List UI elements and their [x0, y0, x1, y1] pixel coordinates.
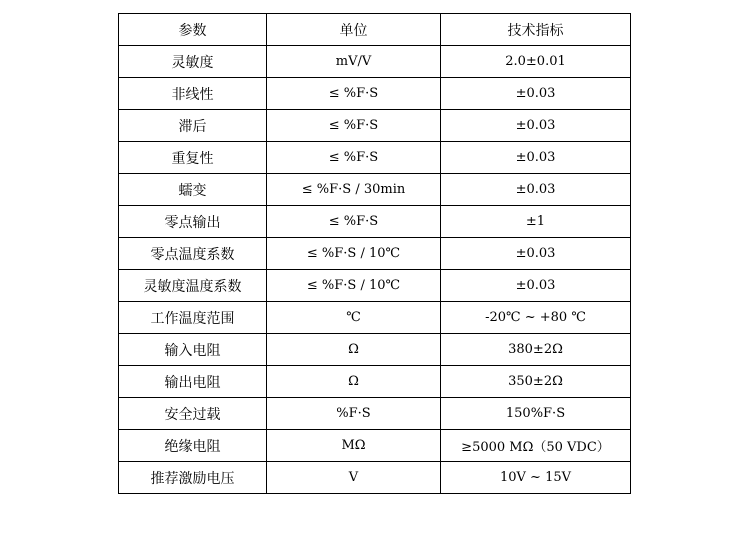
table-row [119, 174, 631, 206]
table-row [119, 206, 631, 238]
unit-cell: ≤ %F·S [267, 110, 441, 142]
param-cell: 重复性 [119, 142, 267, 174]
table-header-row [119, 14, 631, 46]
table-row [119, 78, 631, 110]
param-cell: 工作温度范围 [119, 302, 267, 334]
param-cell: 非线性 [119, 78, 267, 110]
param-cell: 输出电阻 [119, 366, 267, 398]
unit-cell: mV/V [267, 46, 441, 78]
header-unit: 单位 [267, 14, 441, 46]
unit-cell: ≤ %F·S / 10℃ [267, 270, 441, 302]
unit-cell: ≤ %F·S / 10℃ [267, 238, 441, 270]
spec-cell: ±0.03 [441, 78, 631, 110]
unit-cell: Ω [267, 334, 441, 366]
spec-cell: ≥5000 MΩ（50 VDC） [441, 430, 631, 462]
spec-cell: 10V ~ 15V [441, 462, 631, 494]
unit-cell: MΩ [267, 430, 441, 462]
table-row [119, 302, 631, 334]
unit-cell: ≤ %F·S [267, 142, 441, 174]
table-row [119, 238, 631, 270]
spec-table [118, 13, 631, 494]
spec-cell: 2.0±0.01 [441, 46, 631, 78]
table-row [119, 334, 631, 366]
spec-cell: ±0.03 [441, 174, 631, 206]
spec-cell: 350±2Ω [441, 366, 631, 398]
table-row [119, 462, 631, 494]
spec-cell: ±1 [441, 206, 631, 238]
param-cell: 绝缘电阻 [119, 430, 267, 462]
param-cell: 安全过载 [119, 398, 267, 430]
table-row [119, 270, 631, 302]
param-cell: 零点输出 [119, 206, 267, 238]
param-cell: 蠕变 [119, 174, 267, 206]
unit-cell: ℃ [267, 302, 441, 334]
unit-cell: V [267, 462, 441, 494]
spec-cell: 380±2Ω [441, 334, 631, 366]
unit-cell: %F·S [267, 398, 441, 430]
unit-cell: ≤ %F·S [267, 206, 441, 238]
table-row [119, 366, 631, 398]
param-cell: 滞后 [119, 110, 267, 142]
param-cell: 灵敏度温度系数 [119, 270, 267, 302]
header-spec: 技术指标 [441, 14, 631, 46]
spec-cell: ±0.03 [441, 270, 631, 302]
unit-cell: ≤ %F·S / 30min [267, 174, 441, 206]
spec-cell: -20℃ ~ +80 ℃ [441, 302, 631, 334]
unit-cell: Ω [267, 366, 441, 398]
spec-cell: ±0.03 [441, 142, 631, 174]
unit-cell: ≤ %F·S [267, 78, 441, 110]
table-row [119, 142, 631, 174]
spec-cell: ±0.03 [441, 110, 631, 142]
table-row [119, 398, 631, 430]
table-row [119, 430, 631, 462]
spec-cell: ±0.03 [441, 238, 631, 270]
param-cell: 输入电阻 [119, 334, 267, 366]
table-row [119, 46, 631, 78]
param-cell: 灵敏度 [119, 46, 267, 78]
table-row [119, 110, 631, 142]
header-parameter: 参数 [119, 14, 267, 46]
spec-cell: 150%F·S [441, 398, 631, 430]
param-cell: 推荐激励电压 [119, 462, 267, 494]
param-cell: 零点温度系数 [119, 238, 267, 270]
